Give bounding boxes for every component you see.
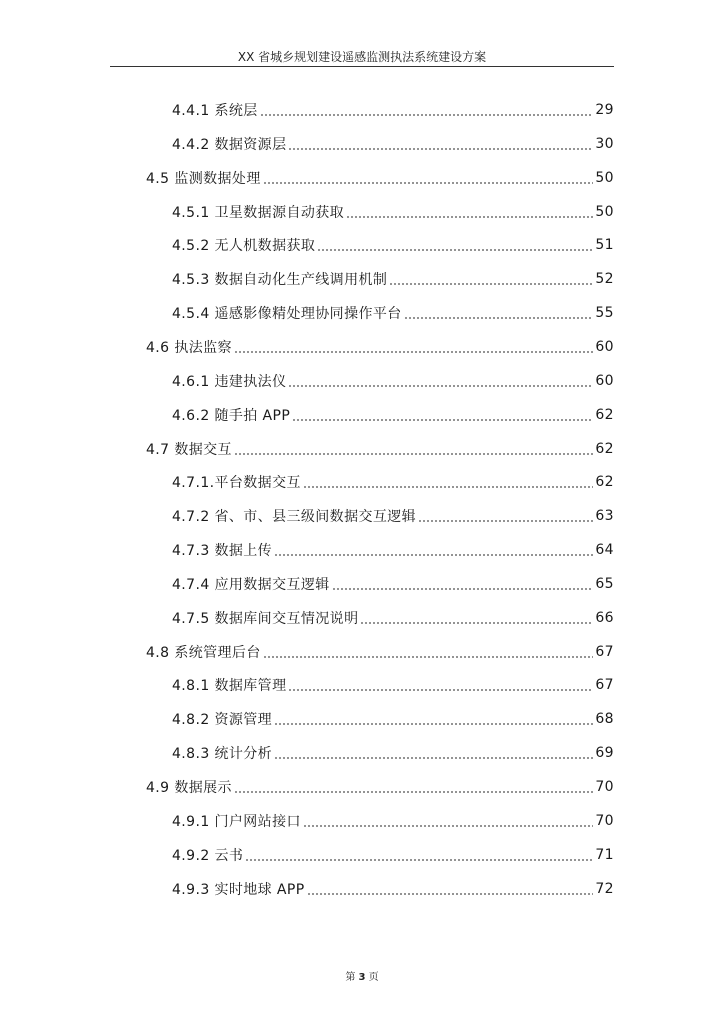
- toc-dot-leader: [418, 520, 593, 522]
- toc-dot-leader: [346, 216, 593, 218]
- toc-dot-leader: [245, 859, 593, 861]
- toc-dot-leader: [260, 114, 594, 116]
- toc-entry[interactable]: [146, 635, 614, 669]
- toc-entry-title: 4.7.2 省、市、县三级间数据交互逻辑: [172, 509, 417, 526]
- toc-entry-title: 4.9.1 门户网站接口: [172, 813, 301, 830]
- toc-entry-title: 4.7.3 数据上传: [172, 543, 273, 560]
- toc-entry[interactable]: [172, 228, 614, 262]
- toc-entry-page-number: 72: [595, 880, 614, 897]
- toc-entry-title: 4.7 数据交互: [146, 441, 232, 458]
- toc-entry[interactable]: [172, 804, 614, 838]
- toc-entry-page-number: 66: [595, 609, 614, 626]
- toc-entry[interactable]: [146, 770, 614, 804]
- toc-entry-title: 4.8 系统管理后台: [146, 644, 261, 661]
- toc-dot-leader: [263, 656, 594, 658]
- toc-entry[interactable]: [172, 465, 614, 499]
- toc-entry-page-number: 70: [595, 779, 614, 795]
- footer-page-number: 3: [358, 972, 366, 983]
- toc-entry-page-number: 62: [595, 440, 614, 457]
- toc-entry-title: 4.5.4 遥感影像精处理协同操作平台: [172, 306, 402, 323]
- toc-dot-leader: [288, 689, 593, 691]
- toc-entry-page-number: 60: [595, 372, 614, 389]
- toc-entry-page-number: 63: [595, 508, 614, 525]
- toc-entry-title: 4.8.3 统计分析: [172, 746, 273, 763]
- toc-entry[interactable]: [172, 736, 614, 770]
- toc-entry-page-number: 52: [595, 271, 614, 288]
- toc-entry[interactable]: [172, 872, 614, 906]
- toc-entry-page-number: 69: [595, 745, 614, 762]
- toc-entry-title: 4.5 监测数据处理: [146, 170, 261, 187]
- toc-entry-title: 4.8.1 数据库管理: [172, 678, 287, 695]
- toc-entry[interactable]: [172, 262, 614, 296]
- toc-dot-leader: [317, 249, 593, 251]
- toc-entry-title: 4.7.1.平台数据交互: [172, 475, 301, 492]
- toc-dot-leader: [274, 554, 593, 556]
- toc-entry-page-number: 67: [595, 677, 614, 694]
- toc-entry[interactable]: [146, 432, 614, 466]
- toc-dot-leader: [307, 893, 594, 895]
- toc-entry-title: 4.7.5 数据库间交互情况说明: [172, 610, 359, 627]
- toc-entry-page-number: 62: [595, 406, 614, 423]
- toc-entry[interactable]: [172, 93, 614, 127]
- toc-entry-title: 4.5.1 卫星数据源自动获取: [172, 204, 345, 221]
- toc-dot-leader: [360, 622, 593, 624]
- toc-entry[interactable]: [172, 398, 614, 432]
- toc-dot-leader: [263, 182, 594, 184]
- toc-entry[interactable]: [172, 668, 614, 702]
- toc-dot-leader: [292, 419, 593, 421]
- toc-entry-title: 4.5.3 数据自动化生产线调用机制: [172, 272, 388, 289]
- toc-entry-title: 4.8.2 资源管理: [172, 712, 273, 729]
- toc-entry-page-number: 50: [595, 169, 614, 186]
- toc-entry-title: 4.7.4 应用数据交互逻辑: [172, 576, 330, 593]
- toc-dot-leader: [234, 453, 593, 455]
- toc-entry[interactable]: [172, 127, 614, 161]
- toc-entry-page-number: 71: [595, 846, 614, 863]
- toc-dot-leader: [303, 825, 594, 827]
- toc-entry-page-number: 29: [595, 102, 614, 118]
- toc-entry[interactable]: [146, 330, 614, 364]
- toc-entry-page-number: 51: [595, 237, 614, 254]
- toc-entry-title: 4.6 执法监察: [146, 339, 232, 356]
- toc-entry-title: 4.9 数据展示: [146, 780, 232, 796]
- toc-entry-page-number: 55: [595, 305, 614, 322]
- toc-entry-page-number: 60: [595, 338, 614, 355]
- toc-entry-page-number: 62: [595, 474, 614, 491]
- toc-entry-page-number: 70: [595, 812, 614, 829]
- toc-dot-leader: [389, 283, 593, 285]
- toc-dot-leader: [303, 486, 594, 488]
- toc-dot-leader: [234, 351, 593, 353]
- footer-suffix: 页: [368, 972, 379, 983]
- toc-dot-leader: [404, 317, 594, 319]
- page-footer: [0, 968, 724, 983]
- toc-dot-leader: [274, 757, 593, 759]
- toc-entry[interactable]: [172, 499, 614, 533]
- toc-entry[interactable]: [172, 838, 614, 872]
- toc-entry[interactable]: [172, 364, 614, 398]
- header-divider: [110, 66, 614, 67]
- toc-entry-title: 4.4.2 数据资源层: [172, 136, 287, 153]
- toc-entry-page-number: 30: [595, 135, 614, 152]
- toc-entry[interactable]: [172, 296, 614, 330]
- toc-dot-leader: [288, 385, 593, 387]
- toc-entry-page-number: 68: [595, 711, 614, 728]
- toc-entry-title: 4.4.1 系统层: [172, 103, 258, 119]
- toc-entry[interactable]: [172, 601, 614, 635]
- toc-entry-title: 4.6.2 随手拍 APP: [172, 407, 291, 424]
- page-header-title: XX 省城乡规划建设遥感监测执法系统建设方案: [237, 50, 487, 64]
- toc-entry[interactable]: [146, 161, 614, 195]
- toc-entry-title: 4.9.3 实时地球 APP: [172, 881, 305, 898]
- toc-entry-page-number: 65: [595, 575, 614, 592]
- toc-dot-leader: [332, 588, 594, 590]
- toc-entry-title: 4.9.2 云书: [172, 847, 244, 864]
- toc-entry-title: 4.5.2 无人机数据获取: [172, 238, 316, 255]
- toc-entry-page-number: 64: [595, 542, 614, 559]
- toc-dot-leader: [288, 148, 593, 150]
- footer-prefix: 第: [345, 972, 356, 983]
- toc-dot-leader: [234, 791, 593, 793]
- toc-entry-page-number: 67: [595, 643, 614, 660]
- toc-dot-leader: [274, 723, 593, 725]
- toc-entry[interactable]: [172, 567, 614, 601]
- toc-entry[interactable]: [172, 533, 614, 567]
- toc-entry-page-number: 50: [595, 203, 614, 220]
- toc-entry[interactable]: [172, 195, 614, 229]
- toc-entry-title: 4.6.1 违建执法仪: [172, 373, 287, 390]
- toc-entry[interactable]: [172, 702, 614, 736]
